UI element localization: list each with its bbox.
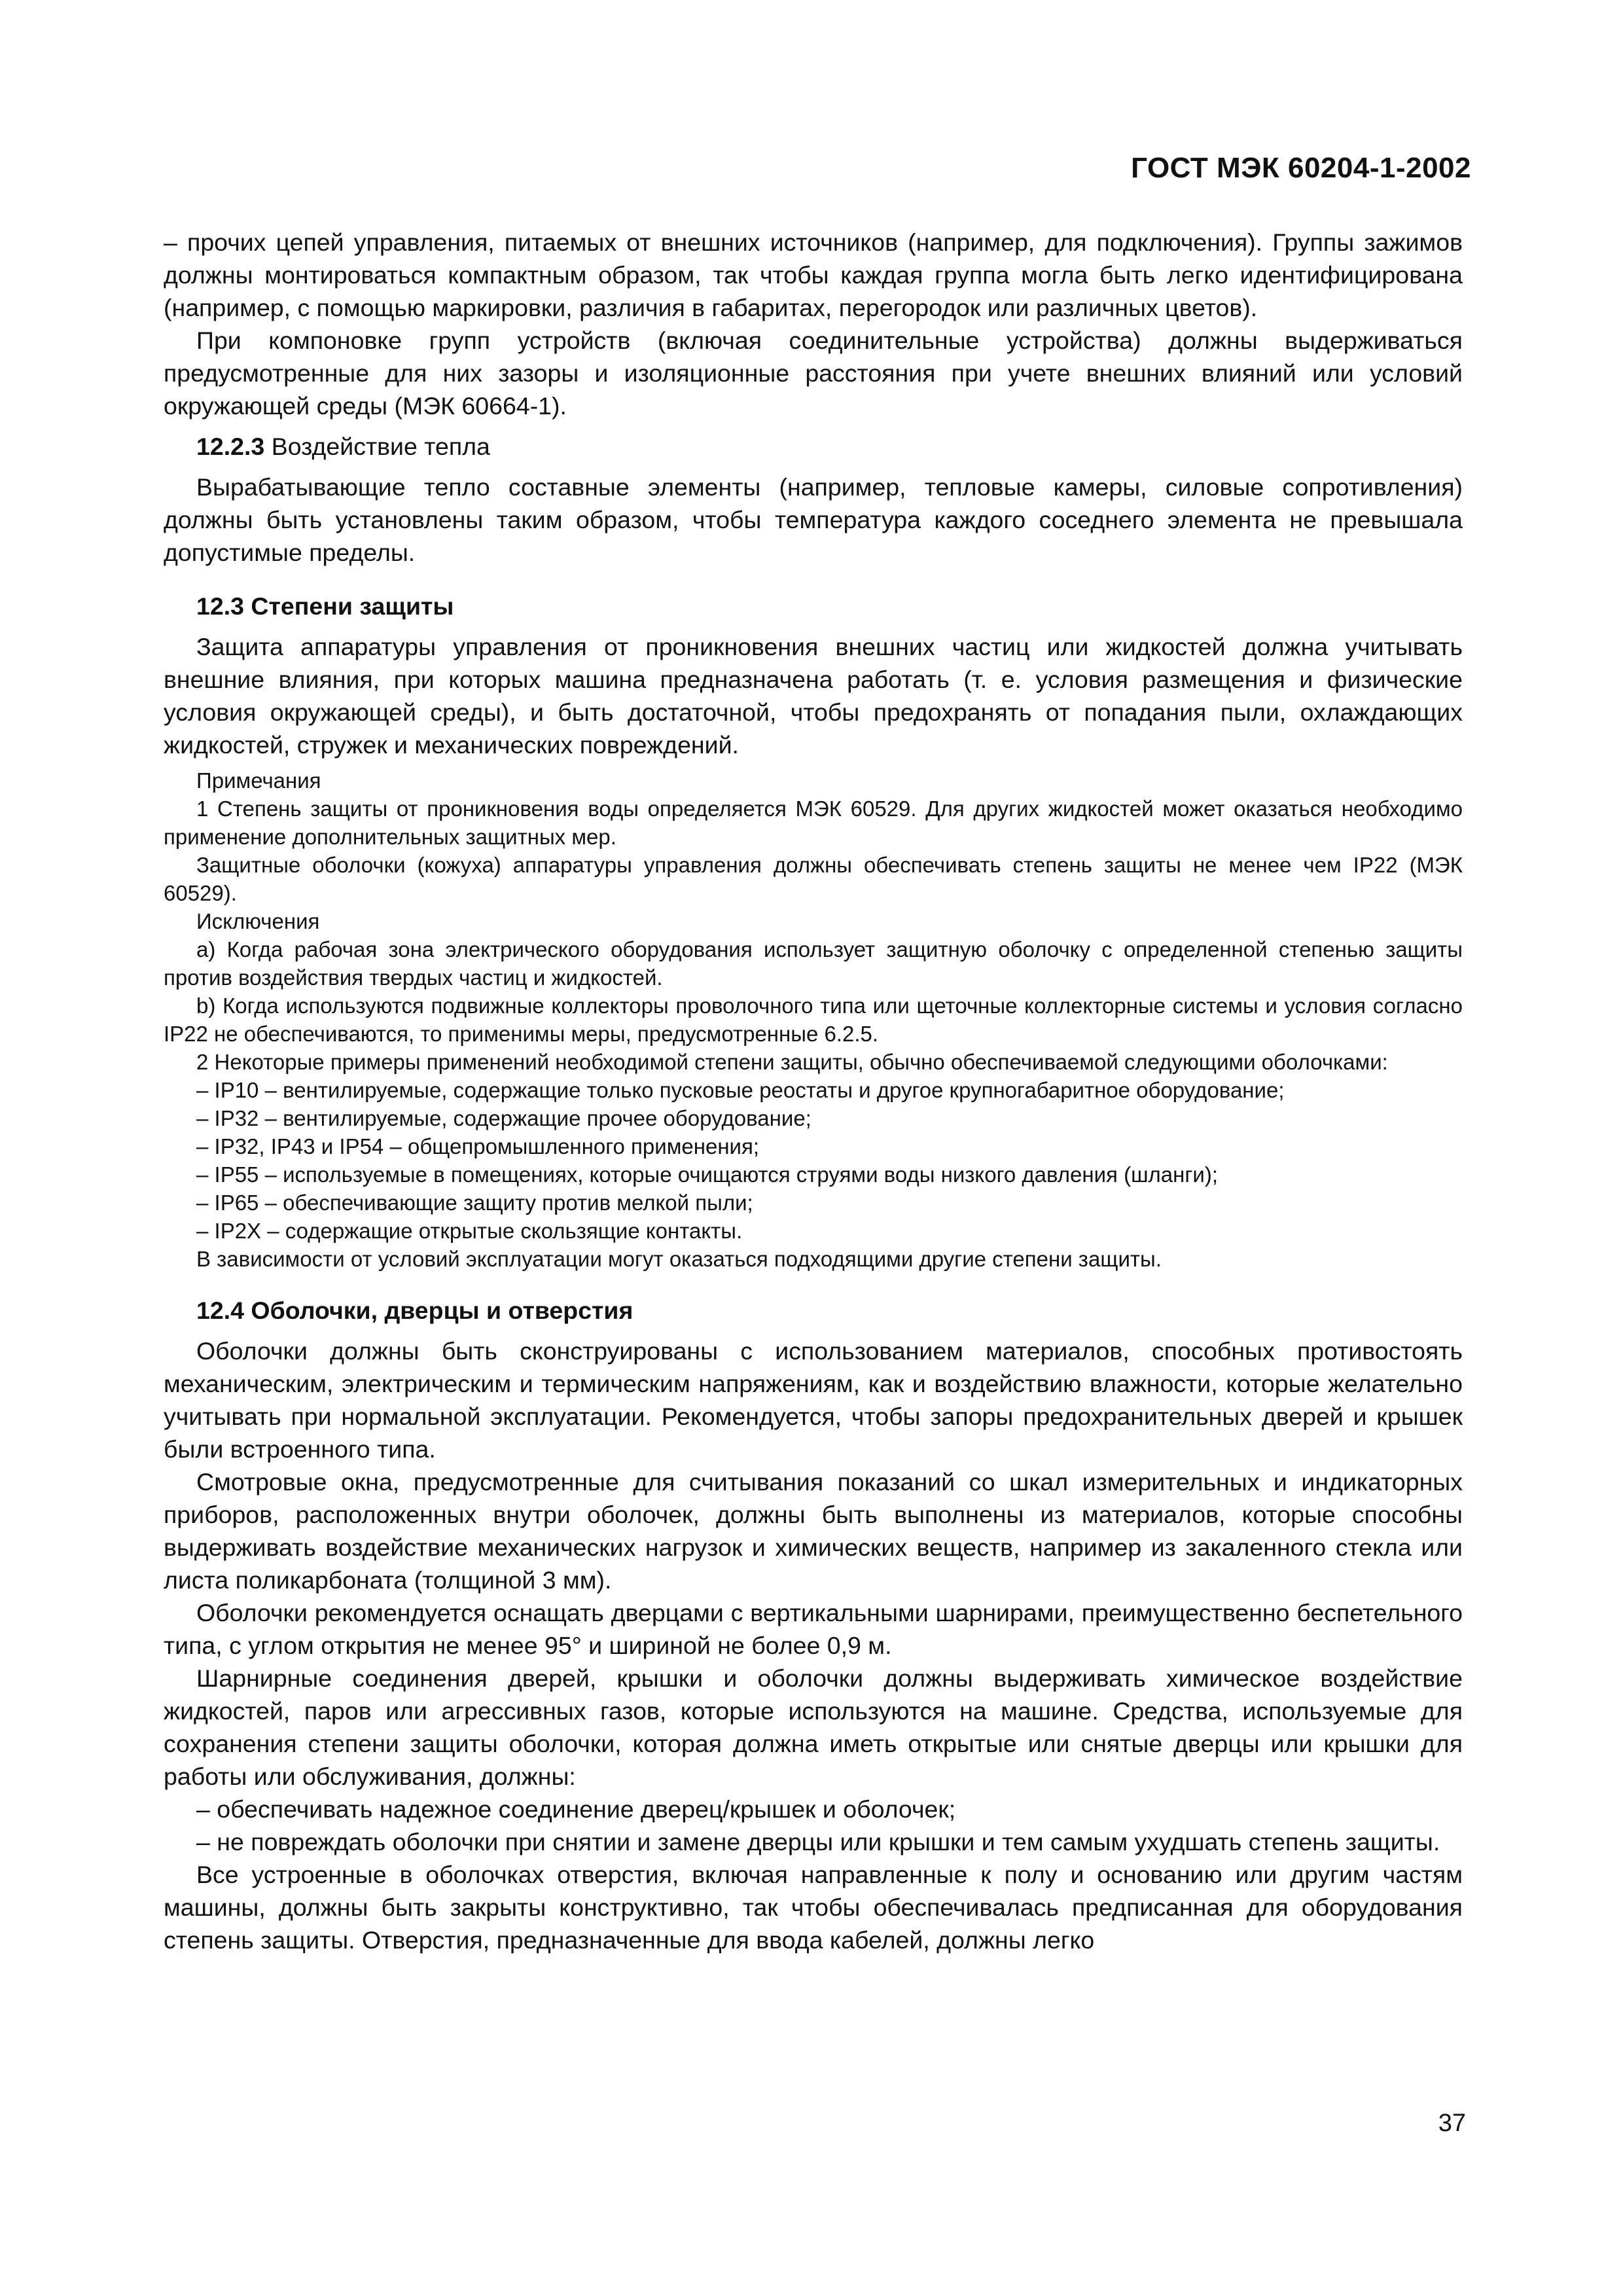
note-end: В зависимости от условий эксплуатации могут оказаться подходящими другие степени защиты. (196, 1247, 1162, 1271)
paragraph: Защита аппаратуры управления от проникновения внешних частиц или жидкостей должна учитывать внешние влияния, при которых машина предназначена работать (т. е. условия размещения и физические условия окружающей среды), и быть достаточной, чтобы предохранять от попадания пыли, охлаждающих жидкостей, стружек и механических повреждений. (164, 633, 1463, 759)
list-item: – IP55 – используемые в помещениях, которые очищаются струями воды низкого давления (шланги); (196, 1162, 1219, 1187)
page-body (164, 226, 1463, 1956)
note-2: 2 Некоторые примеры применений необходимой степени защиты, обычно обеспечиваемой следующими оболочками: (196, 1050, 1388, 1074)
list-item: – IP32, IP43 и IP54 – общепромышленного применения; (196, 1134, 760, 1158)
paragraph: Оболочки рекомендуется оснащать дверцами с вертикальными шарнирами, преимущественно беспетельного типа, с углом открытия не менее 95° и шириной не более 0,9 м. (164, 1599, 1463, 1659)
list-item: – IP10 – вентилируемые, содержащие только пусковые реостаты и другое крупногабаритное оборудование; (196, 1078, 1285, 1102)
paragraph: При компоновке групп устройств (включая соединительные устройства) должны выдерживаться предусмотренные для них зазоры и изоляционные расстояния при учете внешних влияний или условий окружающей среды (МЭК 60664-1). (164, 327, 1463, 420)
paragraph: – прочих цепей управления, питаемых от внешних источников (например, для подключения). Группы зажимов должны монтироваться компактным образом, так чтобы каждая группа могла быть легко идентифицирована (например, с помощью маркировки, различия в габаритах, перегородок или различных цветов). (164, 228, 1463, 321)
list-item: – не повреждать оболочки при снятии и замене дверцы или крышки и тем самым ухудшать степень защиты. (196, 1828, 1440, 1856)
section-heading-12-4: 12.4 Оболочки, дверцы и отверстия (196, 1297, 633, 1324)
list-item: – IP65 – обеспечивающие защиту против мелкой пыли; (196, 1191, 753, 1215)
subsection-heading-12-2-3 (164, 430, 1463, 463)
exception-a: а) Когда рабочая зона электрического оборудования использует защитную оболочку с определенной степенью защиты против воздействия твердых частиц и жидкостей. (164, 937, 1463, 990)
note-1: 1 Степень защиты от проникновения воды определяется МЭК 60529. Для других жидкостей может оказаться необходимо применение дополнительных защитных мер. (164, 797, 1463, 849)
note-1-continued: Защитные оболочки (кожуха) аппаратуры управления должны обеспечивать степень защиты не менее чем IP22 (МЭК 60529). (164, 853, 1463, 905)
subsection-title: Воздействие тепла (271, 433, 490, 460)
paragraph: Все устроенные в оболочках отверстия, включая направленные к полу и основанию или другим частям машины, должны быть закрыты конструктивно, так чтобы обеспечивалась предписанная для оборудования степень защиты. Отверстия, предназначенные для ввода кабелей, должны легко (164, 1861, 1463, 1954)
paragraph: Шарнирные соединения дверей, крышки и оболочки должны выдерживать химическое воздействие жидкостей, паров или агрессивных газов, которые используются на машине. Средства, используемые для сохранения степени защиты оболочки, которая должна иметь открытые или снятые дверцы или крышки для работы или обслуживания, должны: (164, 1664, 1463, 1790)
list-item: – IP32 – вентилируемые, содержащие прочее оборудование; (196, 1106, 812, 1130)
paragraph: Оболочки должны быть сконструированы с использованием материалов, способных противостоять механическим, электрическим и термическим напряжениям, как и воздействию влажности, которые желательно учитывать при нормальной эксплуатации. Рекомендуется, чтобы запоры предохранительных дверей и крышек были встроенного типа. (164, 1337, 1463, 1463)
exceptions-label: Исключения (196, 909, 320, 933)
exception-b: b) Когда используются подвижные коллекторы проволочного типа или щеточные коллекторные системы и условия согласно IP22 не обеспечиваются, то применимы меры, предусмотренные 6.2.5. (164, 994, 1463, 1046)
paragraph: Вырабатывающие тепло составные элементы (например, тепловые камеры, силовые сопротивления) должны быть установлены таким образом, чтобы температура каждого соседнего элемента не превышала допустимые пределы. (164, 473, 1463, 566)
page-number: 37 (1438, 2109, 1466, 2137)
list-item: – IP2X – содержащие открытые скользящие контакты. (196, 1219, 743, 1243)
document-header: ГОСТ МЭК 60204-1-2002 (1131, 152, 1471, 184)
notes-label: Примечания (196, 768, 321, 793)
section-heading-12-3: 12.3 Степени защиты (196, 592, 454, 620)
subsection-number: 12.2.3 (196, 433, 265, 460)
paragraph: Смотровые окна, предусмотренные для считывания показаний со шкал измерительных и индикаторных приборов, расположенных внутри оболочек, должны быть выполнены из материалов, которые способны выдерживать воздействие механических нагрузок и химических веществ, например из закаленного стекла или листа поликарбоната (толщиной 3 мм). (164, 1468, 1463, 1594)
notes-block (164, 766, 1463, 1273)
list-item: – обеспечивать надежное соединение дверец/крышек и оболочек; (196, 1795, 956, 1823)
